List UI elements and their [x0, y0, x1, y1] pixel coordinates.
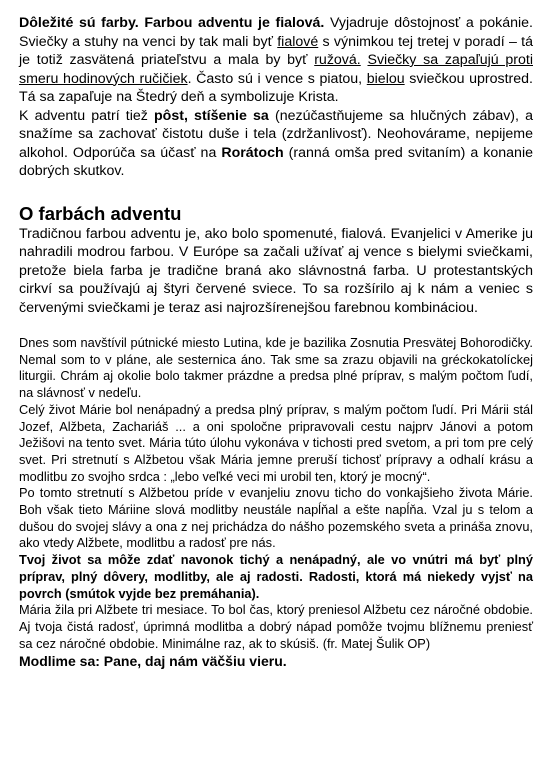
intro-bold-heading: Dôležité sú farby. Farbou adventu je fialová.	[19, 15, 325, 31]
colors-paragraph: Tradičnou farbou adventu je, ako bolo spomenuté, fialová. Evanjelici v Amerike ju nahradili modrou farbou. V Európe sa začali užívať aj vence s bielymi sviečkami, pretože biela farba je tradične braná ako slávnostná farba. U protestantských cirkví sa používajú aj štyri červené sviece. To sa rozšírilo aj k nám a veniec s červenými sviečkami je teraz asi najrozšírenejšou farebnou kombináciou.	[19, 225, 533, 316]
advent-text: K adventu patrí tiež	[19, 107, 155, 124]
advent-text: (nezúčastňujeme sa hlučných zábav), a snažíme sa zachovať čistotu duše i tela (zdržanlivosť). Neohovárame, nepijeme alkohol. Odporúča sa účasť na	[19, 107, 534, 161]
reflection-paragraph-5: Mária žila pri Alžbete tri mesiace. To bol čas, ktorý preniesol Alžbetu cez náročné obdobie. Aj tvoja čistá radosť, úprimná modlitba a dobrý nápad pomôže tvojmu blížnemu preniesť sa cez náročné obdobie. Minimálne raz, ak to skúsiš. (fr. Matej Šulik OP)	[19, 602, 533, 651]
underlined-bielou: bielou	[366, 70, 405, 87]
prayer-line: Modlime sa: Pane, daj nám väčšiu vieru.	[19, 653, 287, 670]
underlined-fialove: fialové	[277, 33, 319, 50]
advent-paragraph	[19, 107, 533, 181]
underlined-ruzova: ružová.	[314, 52, 361, 68]
intro-paragraph	[19, 14, 533, 107]
reflection-paragraph-2: Celý život Márie bol nenápadný a predsa plný príprav, s malým počtom ľudí. Pri Márii stál Jozef, Alžbeta, Zachariáš ... a oni spoločne pripravovali cestu najprv Jánovi a potom Ježišovi na tento svet. Mária túto úlohu vykonáva v tichosti pred svetom, a pri tom pre celý svet. Pri stretnutí s Alžbetou však Mária jemne preruší tichosť prípravy a odhalí krásu a modlitbu zo svojho srdca : „lebo veľké veci mi urobil ten, ktorý je mocný“.	[19, 401, 533, 484]
section-heading: O farbách adventu	[19, 202, 182, 224]
spacer	[19, 317, 533, 335]
intro-text: s výnimkou tej tretej v poradí – tá je totiž zasvätená priateľstvu a mala by byť	[19, 33, 533, 68]
intro-text: sviečkou uprostred. Tá sa zapaľuje na Štedrý deň a symbolizuje Krista.	[19, 70, 533, 105]
bold-post: pôst, stíšenie sa	[154, 107, 269, 124]
intro-text: Vyjadruje dôstojnosť a pokánie. Sviečky a stuhy na venci by tak mali byť	[19, 15, 533, 50]
intro-text: . Často sú i vence s piatou,	[187, 70, 367, 87]
reflection-paragraph-3: Po tomto stretnutí s Alžbetou príde v evanjeliu znovu ticho do vonkajšieho života Márie. Boh však tieto Máriine slová modlitby neustále napĺňal a ešte napĺňa. Vzal ju s telom a dušou do svojej slávy a ona z nej prichádza do nášho pozemského sveta a prináša znovu, ako vtedy Alžbete, modlitbu a radosť pre nás.	[19, 485, 533, 551]
reflection-bold-paragraph: Tvoj život sa môže zdať navonok tichý a nenápadný, ale vo vnútri má byť plný príprav, plný dôvery, modlitby, ale aj radosti. Radosti, ktorá má niekedy vyjsť na povrch (smútok vyjde bez premáhania).	[19, 552, 533, 601]
reflection-paragraph-1: Dnes som navštívil pútnické miesto Lutina, kde je bazilika Zosnutia Presvätej Bohorodičky. Nemal som to v pláne, ale sesternica áno. Tak sme sa zrazu objavili na gréckokatolíckej liturgii. Chrám aj okolie bolo takmer prázdne a predsa plné príprav, s malým počtom ľudí, na slávnosť v nedeľu.	[19, 335, 533, 401]
document-page	[19, 14, 533, 670]
advent-text: (ranná omša pred svitaním) a konanie dobrých skutkov.	[19, 144, 533, 179]
underlined-candle-direction: Sviečky sa zapaľujú proti smeru hodinových ručičiek	[19, 52, 533, 87]
bold-roraty: Rorátoch	[221, 144, 284, 161]
